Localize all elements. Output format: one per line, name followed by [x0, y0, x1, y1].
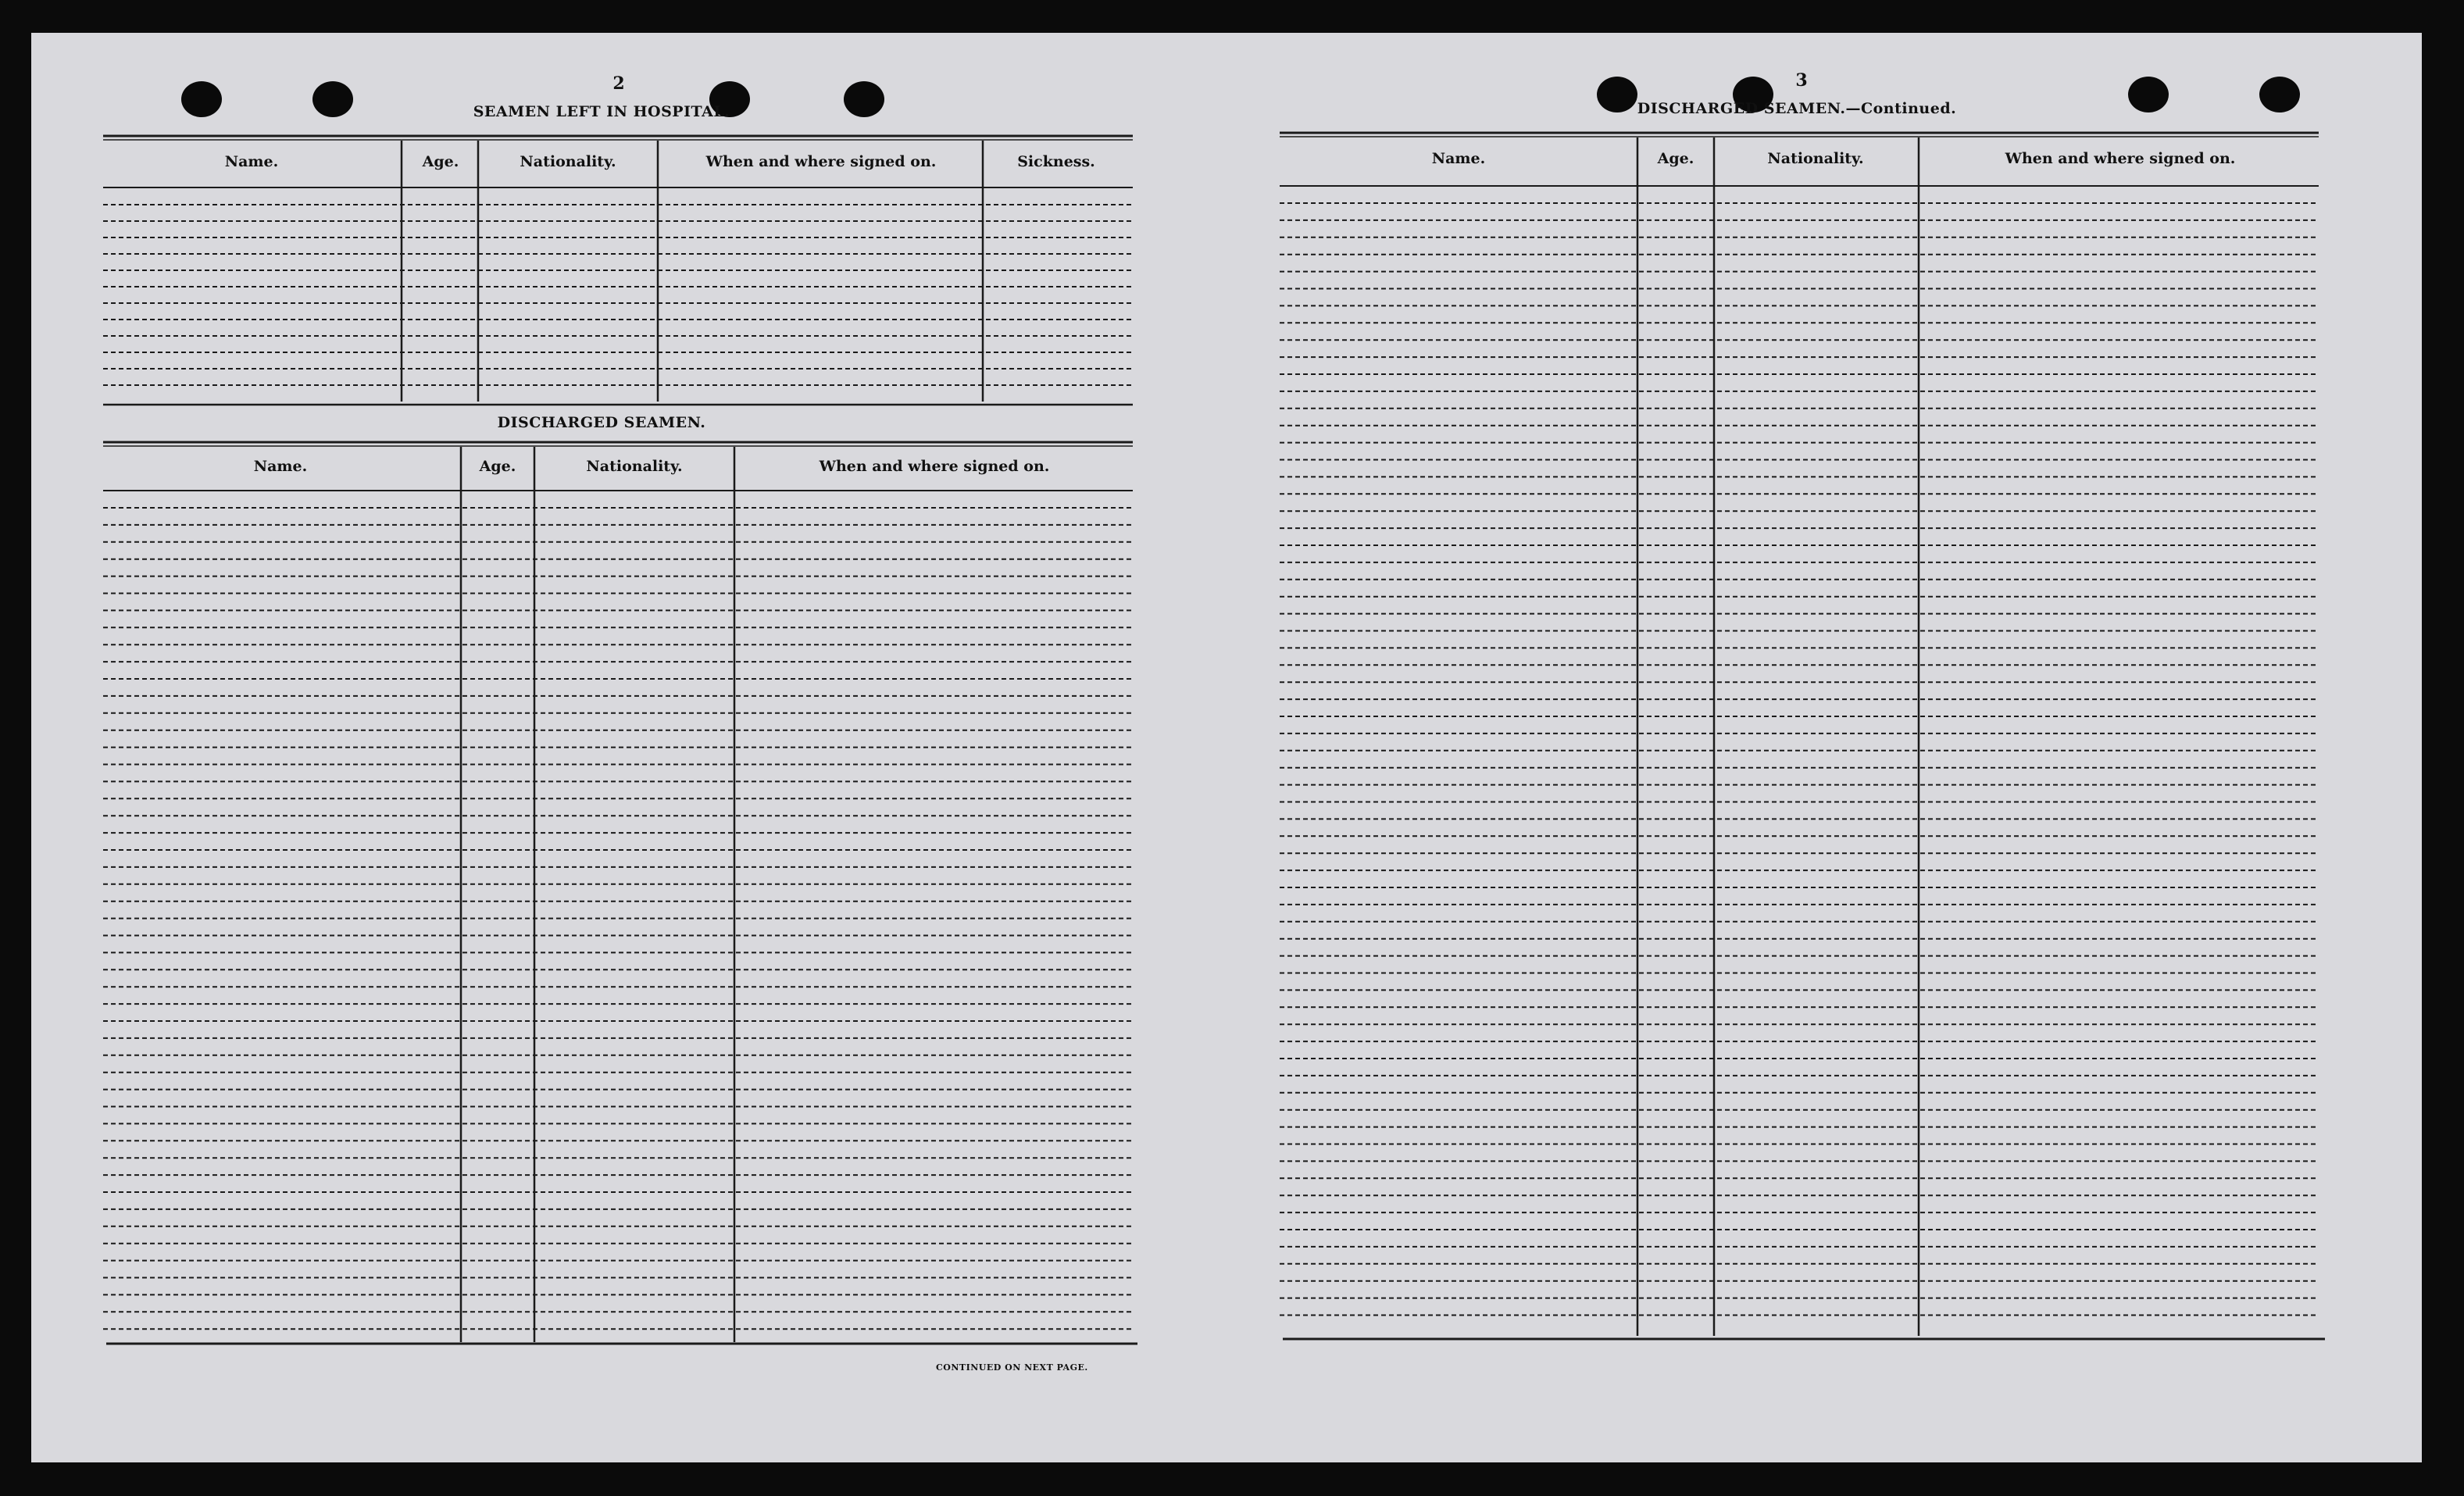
- continued-footer: CONTINUED ON NEXT PAGE.: [936, 1362, 1088, 1373]
- right-col-name: Name.: [1431, 150, 1486, 167]
- form-ruling: [31, 33, 2422, 1462]
- left-page-number: 2: [612, 73, 625, 94]
- hospital-section-title: SEAMEN LEFT IN HOSPITAL.: [473, 103, 730, 120]
- hospital-col-nationality: Nationality.: [520, 153, 616, 170]
- right-col-age: Age.: [1657, 150, 1694, 167]
- form-sheet: [31, 33, 2422, 1462]
- hospital-col-age: Age.: [422, 153, 459, 170]
- right-page-number: 3: [1795, 70, 1808, 91]
- discharged-continued-title: DISCHARGED SEAMEN.—Continued.: [1637, 100, 1957, 117]
- right-col-nationality: Nationality.: [1767, 150, 1864, 167]
- discharged-col-name: Name.: [253, 458, 308, 475]
- discharged-col-age: Age.: [479, 458, 516, 475]
- hospital-col-name: Name.: [224, 153, 279, 170]
- discharged-section-title: DISCHARGED SEAMEN.: [497, 414, 706, 431]
- discharged-col-signed-on: When and where signed on.: [819, 458, 1050, 475]
- hospital-col-sickness: Sickness.: [1017, 153, 1095, 170]
- right-col-signed-on: When and where signed on.: [2005, 150, 2236, 167]
- discharged-col-nationality: Nationality.: [586, 458, 683, 475]
- hospital-col-signed-on: When and where signed on.: [705, 153, 937, 170]
